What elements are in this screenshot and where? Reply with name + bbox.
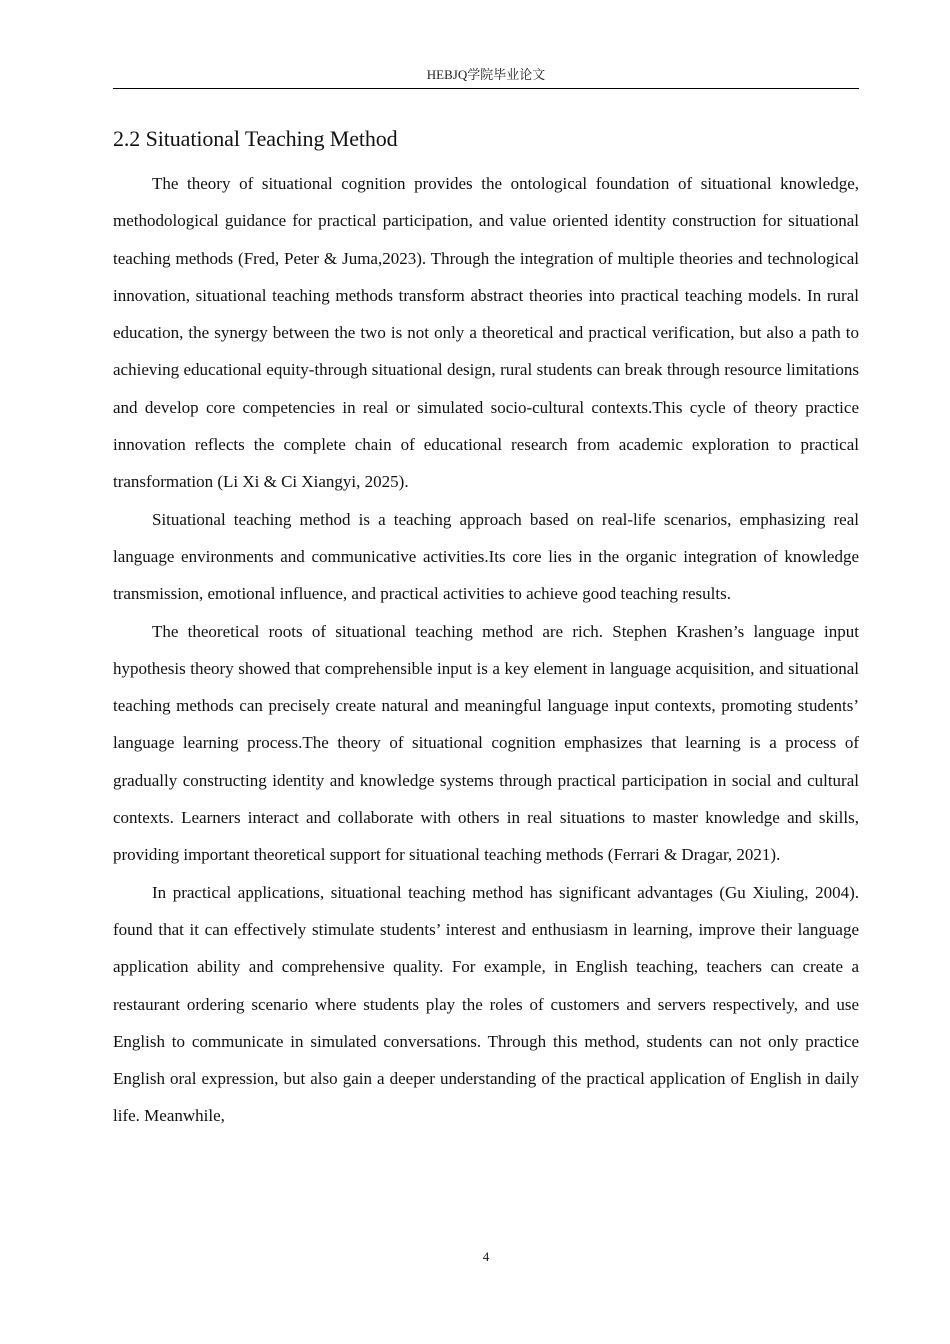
section-heading: 2.2 Situational Teaching Method [113,126,398,151]
page-body [113,122,859,1135]
paragraph-2: Situational teaching method is a teaching approach based on real-life scenarios, emphasizing real language environments and communicative activities.Its core lies in the organic integration of knowledge transmission, emotional influence, and practical activities to achieve good teaching results. [113,509,859,604]
header-divider [113,88,859,89]
paragraph-3: The theoretical roots of situational teaching method are rich. Stephen Krashen’s language input hypothesis theory showed that comprehensible input is a key element in language acquisition, and situational teaching methods can precisely create natural and meaningful language input contexts, promoting students’ language learning process.The theory of situational cognition emphasizes that learning is a process of gradually constructing identity and knowledge systems through practical participation in social and cultural contexts. Learners interact and collaborate with others in real situations to master knowledge and skills, providing important theoretical support for situational teaching methods (Ferrari & Dragar, 2021). [113,621,859,865]
paragraph-4: In practical applications, situational teaching method has significant advantages (Gu Xiuling, 2004). found that it can effectively stimulate students’ interest and enthusiasm in learning, improve their language application ability and comprehensive quality. For example, in English teaching, teachers can create a restaurant ordering scenario where students play the roles of customers and servers respectively, and use English to communicate in simulated conversations. Through this method, students can not only practice English oral expression, but also gain a deeper understanding of the practical application of English in daily life. Meanwhile, [113,882,859,1126]
running-header: HEBJQ学院毕业论文 [426,67,546,82]
paragraph-1: The theory of situational cognition provides the ontological foundation of situational knowledge, methodological guidance for practical participation, and value oriented identity construction for situational teaching methods (Fred, Peter & Juma,2023). Through the integration of multiple theories and technological innovation, situational teaching methods transform abstract theories into practical teaching models. In rural education, the synergy between the two is not only a theoretical and practical verification, but also a path to achieving educational equity-through situational design, rural students can break through resource limitations and develop core competencies in real or simulated socio-cultural contexts.This cycle of theory practice innovation reflects the complete chain of educational research from academic exploration to practical transformation (Li Xi & Ci Xiangyi, 2025). [113,174,859,492]
page-number: 4 [482,1249,490,1264]
